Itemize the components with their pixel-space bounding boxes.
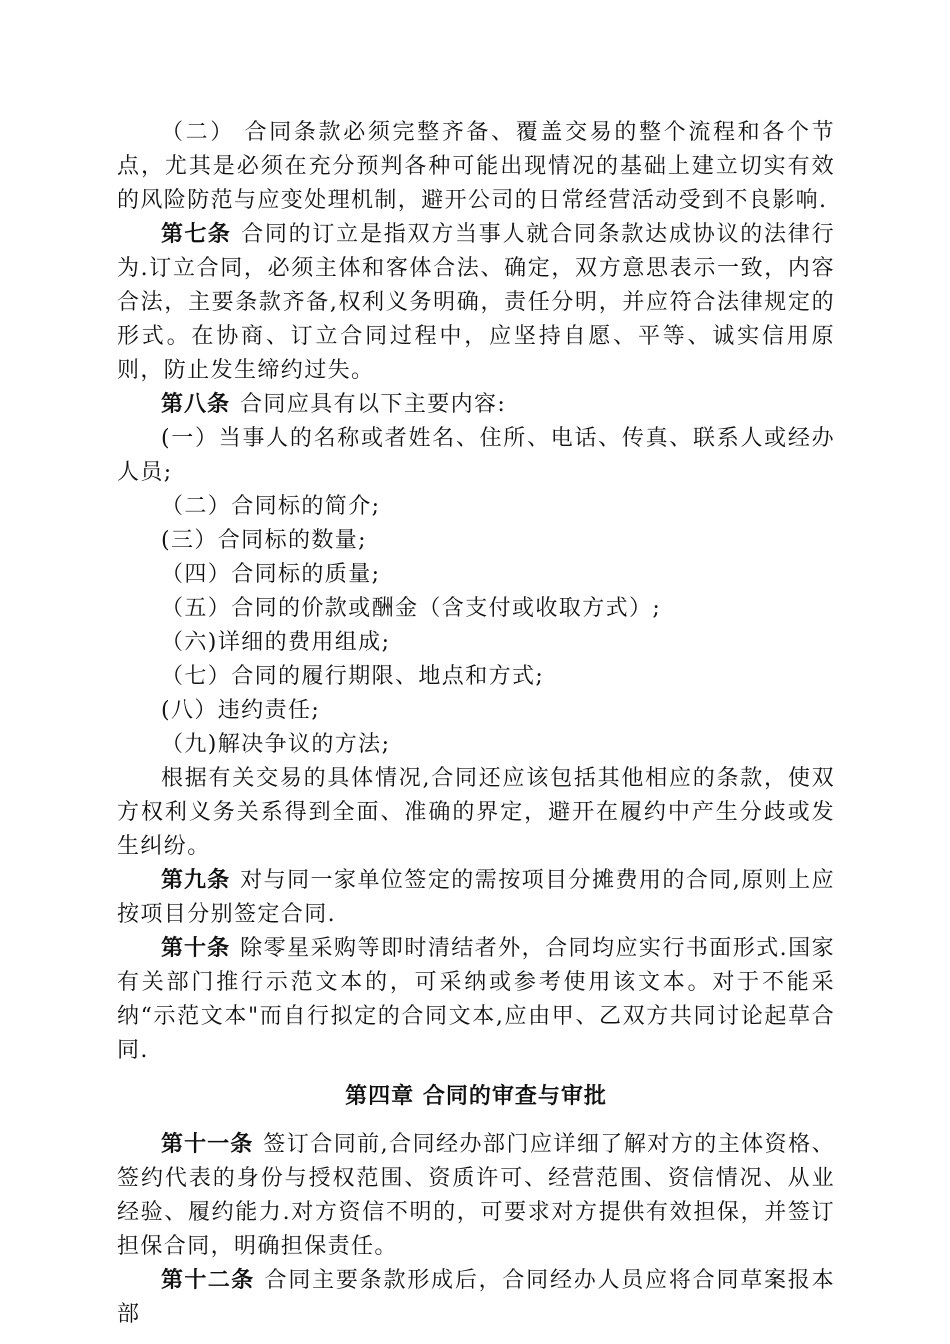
list-item bbox=[117, 660, 835, 694]
chapter-heading bbox=[117, 1080, 835, 1114]
document-page bbox=[117, 116, 835, 1332]
block-text: (三）合同标的数量; bbox=[161, 528, 367, 553]
list-item bbox=[117, 524, 835, 558]
block-text: （九)解决争议的方法; bbox=[161, 732, 391, 757]
block-text: （二） 合同条款必须完整齐备、覆盖交易的整个流程和各个节点，尤其是必须在充分预判各种可能出现情况的基础上建立切实有效的风险防范与应变处理机制，避开公司的日常经营活动受到不良影响. bbox=[117, 120, 835, 213]
article-number: 第七条 bbox=[161, 222, 232, 247]
block-text: 对与同一家单位签定的需按项目分摊费用的合同,原则上应按项目分别签定合同. bbox=[117, 868, 835, 927]
list-item bbox=[117, 558, 835, 592]
list-item bbox=[117, 626, 835, 660]
block-text: （五）合同的价款或酬金（含支付或收取方式）; bbox=[161, 596, 662, 621]
block-text: （六)详细的费用组成; bbox=[161, 630, 391, 655]
block-text: （二）合同标的简介; bbox=[161, 494, 381, 519]
block-text: 合同应具有以下主要内容: bbox=[240, 392, 507, 417]
block-text: (八）违约责任; bbox=[161, 698, 321, 723]
article-paragraph bbox=[117, 218, 835, 388]
article-paragraph bbox=[117, 864, 835, 932]
list-item bbox=[117, 694, 835, 728]
block-text: 签订合同前,合同经办部门应详细了解对方的主体资格、签约代表的身份与授权范围、资质许可、经营范围、资信情况、从业经验、履约能力.对方资信不明的，可要求对方提供有效担保，并签订担保合同，明确担保责任。 bbox=[117, 1132, 835, 1259]
article-number: 第九条 bbox=[161, 868, 231, 893]
article-paragraph bbox=[117, 1128, 835, 1264]
block-text: (一）当事人的名称或者姓名、住所、电话、传真、联系人或经办人员; bbox=[117, 426, 835, 485]
block-text: 除零星采购等即时清结者外，合同均应实行书面形式.国家有关部门推行示范文本的，可采纳或参考使用该文本。对于不能采纳“示范文本"而自行拟定的合同文本,应由甲、乙双方共同讨论起草合同. bbox=[117, 936, 835, 1063]
list-item bbox=[117, 422, 835, 490]
list-item bbox=[117, 728, 835, 762]
block-text: （四）合同标的质量; bbox=[161, 562, 381, 587]
list-item bbox=[117, 490, 835, 524]
block-text: 合同的订立是指双方当事人就合同条款达成协议的法律行为.订立合同，必须主体和客体合法、确定，双方意思表示一致，内容合法，主要条款齐备,权利义务明确，责任分明，并应符合法律规定的形式。在协商、订立合同过程中，应坚持自愿、平等、诚实信用原则，防止发生缔约过失。 bbox=[117, 222, 835, 383]
article-paragraph bbox=[117, 1264, 835, 1332]
list-item bbox=[117, 592, 835, 626]
article-paragraph bbox=[117, 932, 835, 1068]
paragraph bbox=[117, 116, 835, 218]
block-text: 第四章 合同的审查与审批 bbox=[345, 1084, 607, 1109]
block-text: 合同主要条款形成后，合同经办人员应将合同草案报本部 bbox=[117, 1268, 835, 1327]
article-number: 第十条 bbox=[161, 936, 231, 961]
block-text: （七）合同的履行期限、地点和方式; bbox=[161, 664, 545, 689]
block-text: 根据有关交易的具体情况,合同还应该包括其他相应的条款，使双方权利义务关系得到全面、准确的界定，避开在履约中产生分歧或发生纠纷。 bbox=[117, 766, 835, 859]
article-paragraph bbox=[117, 388, 835, 422]
article-number: 第十一条 bbox=[161, 1132, 254, 1157]
paragraph bbox=[117, 762, 835, 864]
article-number: 第八条 bbox=[161, 392, 231, 417]
article-number: 第十二条 bbox=[161, 1268, 255, 1293]
